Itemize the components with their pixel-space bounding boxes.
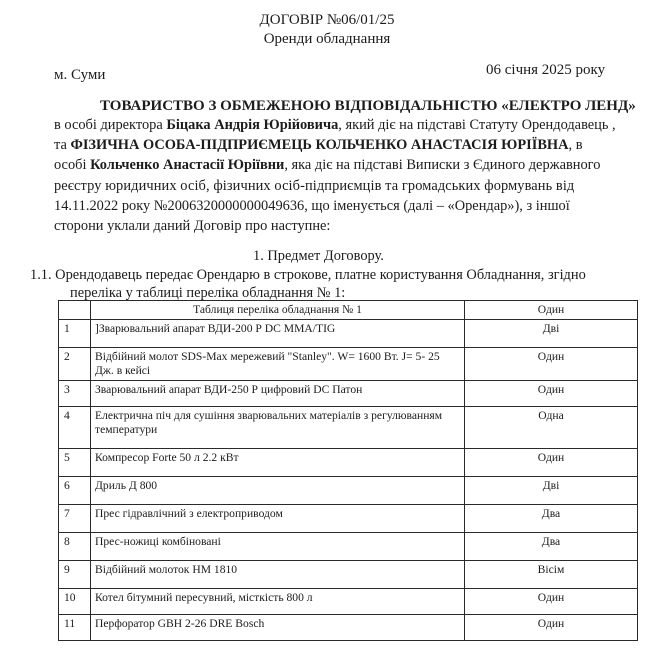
equipment-name: Дриль Д 800 (91, 477, 465, 505)
row-number: 8 (59, 533, 91, 561)
table-cell (59, 301, 91, 320)
table-row (59, 615, 638, 641)
equipment-quantity: Один (465, 615, 638, 641)
text-fragment: , яка діє на підставі Виписки з Єдиного державного (284, 157, 601, 173)
equipment-quantity: Одна (465, 407, 638, 449)
text-fragment: в особі директора (54, 117, 167, 133)
equipment-name: ]Зварювальний апарат ВДИ-200 Р DC MMA/TIG (91, 320, 465, 348)
row-number: 4 (59, 407, 91, 449)
lessee-representative (54, 157, 600, 174)
table-row (59, 477, 638, 505)
equipment-quantity: Один (465, 381, 638, 407)
party-text-line: сторони уклали даний Договір про наступне: (54, 218, 331, 234)
lessee-person: Кольченко Анастасії Юріївни (90, 157, 285, 173)
row-number: 2 (59, 348, 91, 381)
table-header-qty: Один (465, 301, 638, 320)
equipment-quantity: Один (465, 449, 638, 477)
text-fragment: , який діє на підставі Статуту Орендодавець , (338, 117, 616, 133)
equipment-quantity: Один (465, 589, 638, 615)
text-fragment: , в (568, 137, 583, 153)
table-row (59, 589, 638, 615)
equipment-quantity: Дві (465, 477, 638, 505)
equipment-name: Відбійний молоток HM 1810 (91, 561, 465, 589)
equipment-name: Котел бітумний пересувний, місткість 800 л (91, 589, 465, 615)
table-row (59, 381, 638, 407)
contract-subtitle: Оренди обладнання (263, 31, 391, 47)
row-number: 7 (59, 505, 91, 533)
party-text-line: 14.11.2022 року №2006320000000049636, що іменується (далі – «Орендар»), з іншої (54, 198, 570, 214)
table-header-title: Таблиця переліка обладнання № 1 (91, 301, 465, 320)
table-row (59, 533, 638, 561)
equipment-table (58, 300, 638, 641)
section-heading: 1. Предмет Договору. (253, 248, 384, 264)
table-header-row (59, 301, 638, 320)
row-number: 3 (59, 381, 91, 407)
equipment-quantity: Два (465, 505, 638, 533)
equipment-name: Прес гідравлічний з електроприводом (91, 505, 465, 533)
equipment-name: Перфоратор GBH 2-26 DRE Bosch (91, 615, 465, 641)
row-number: 9 (59, 561, 91, 589)
equipment-quantity: Дві (465, 320, 638, 348)
contract-date: 06 січня 2025 року (486, 62, 606, 78)
table-row (59, 505, 638, 533)
row-number: 1 (59, 320, 91, 348)
director-name: Біцака Андрія Юрійовича (166, 117, 339, 133)
equipment-quantity: Один (465, 348, 638, 381)
table-row (59, 561, 638, 589)
clause-text: переліка у таблиці переліка обладнання № 1: (70, 285, 346, 301)
lessor-name: ТОВАРИСТВО З ОБМЕЖЕНОЮ ВІДПОВІДАЛЬНІСТЮ «ЕЛЕКТРО ЛЕНД» (100, 98, 636, 114)
table-row (59, 348, 638, 381)
text-fragment: та (54, 137, 71, 153)
equipment-name: Зварювальний апарат ВДИ-250 Р цифровий DC Патон (91, 381, 465, 407)
row-number: 6 (59, 477, 91, 505)
clause-text: 1.1. Орендодавець передає Орендарю в строкове, платне користування Обладнання, згідно (30, 267, 586, 283)
table-row (59, 320, 638, 348)
contract-title: ДОГОВІР №06/01/25 (259, 12, 395, 28)
row-number: 5 (59, 449, 91, 477)
equipment-name: Компресор Forte 50 л 2.2 кВт (91, 449, 465, 477)
contract-city: м. Суми (54, 67, 106, 83)
party-text-line: реєстру юридичних осіб, фізичних осіб-підприємців та громадських формувань від (54, 178, 575, 194)
equipment-quantity: Два (465, 533, 638, 561)
equipment-name: Електрична піч для сушіння зварювальних матеріалів з регулюванням температури (91, 407, 465, 449)
lessee-name-line (54, 137, 583, 154)
equipment-name: Прес-ножиці комбіновані (91, 533, 465, 561)
row-number: 10 (59, 589, 91, 615)
lessee-name: ФІЗИЧНА ОСОБА-ПІДПРИЄМЕЦЬ КОЛЬЧЕНКО АНАСТАСІЯ ЮРІЇВНА (70, 137, 569, 153)
equipment-quantity: Вісім (465, 561, 638, 589)
table-row (59, 449, 638, 477)
row-number: 11 (59, 615, 91, 641)
table-row (59, 407, 638, 449)
lessor-representative (54, 117, 616, 134)
text-fragment: особі (54, 157, 91, 173)
equipment-name: Відбійний молот SDS-Max мережевий "Stanley". W= 1600 Вт. J= 5- 25 Дж. в кейсі (91, 348, 465, 381)
